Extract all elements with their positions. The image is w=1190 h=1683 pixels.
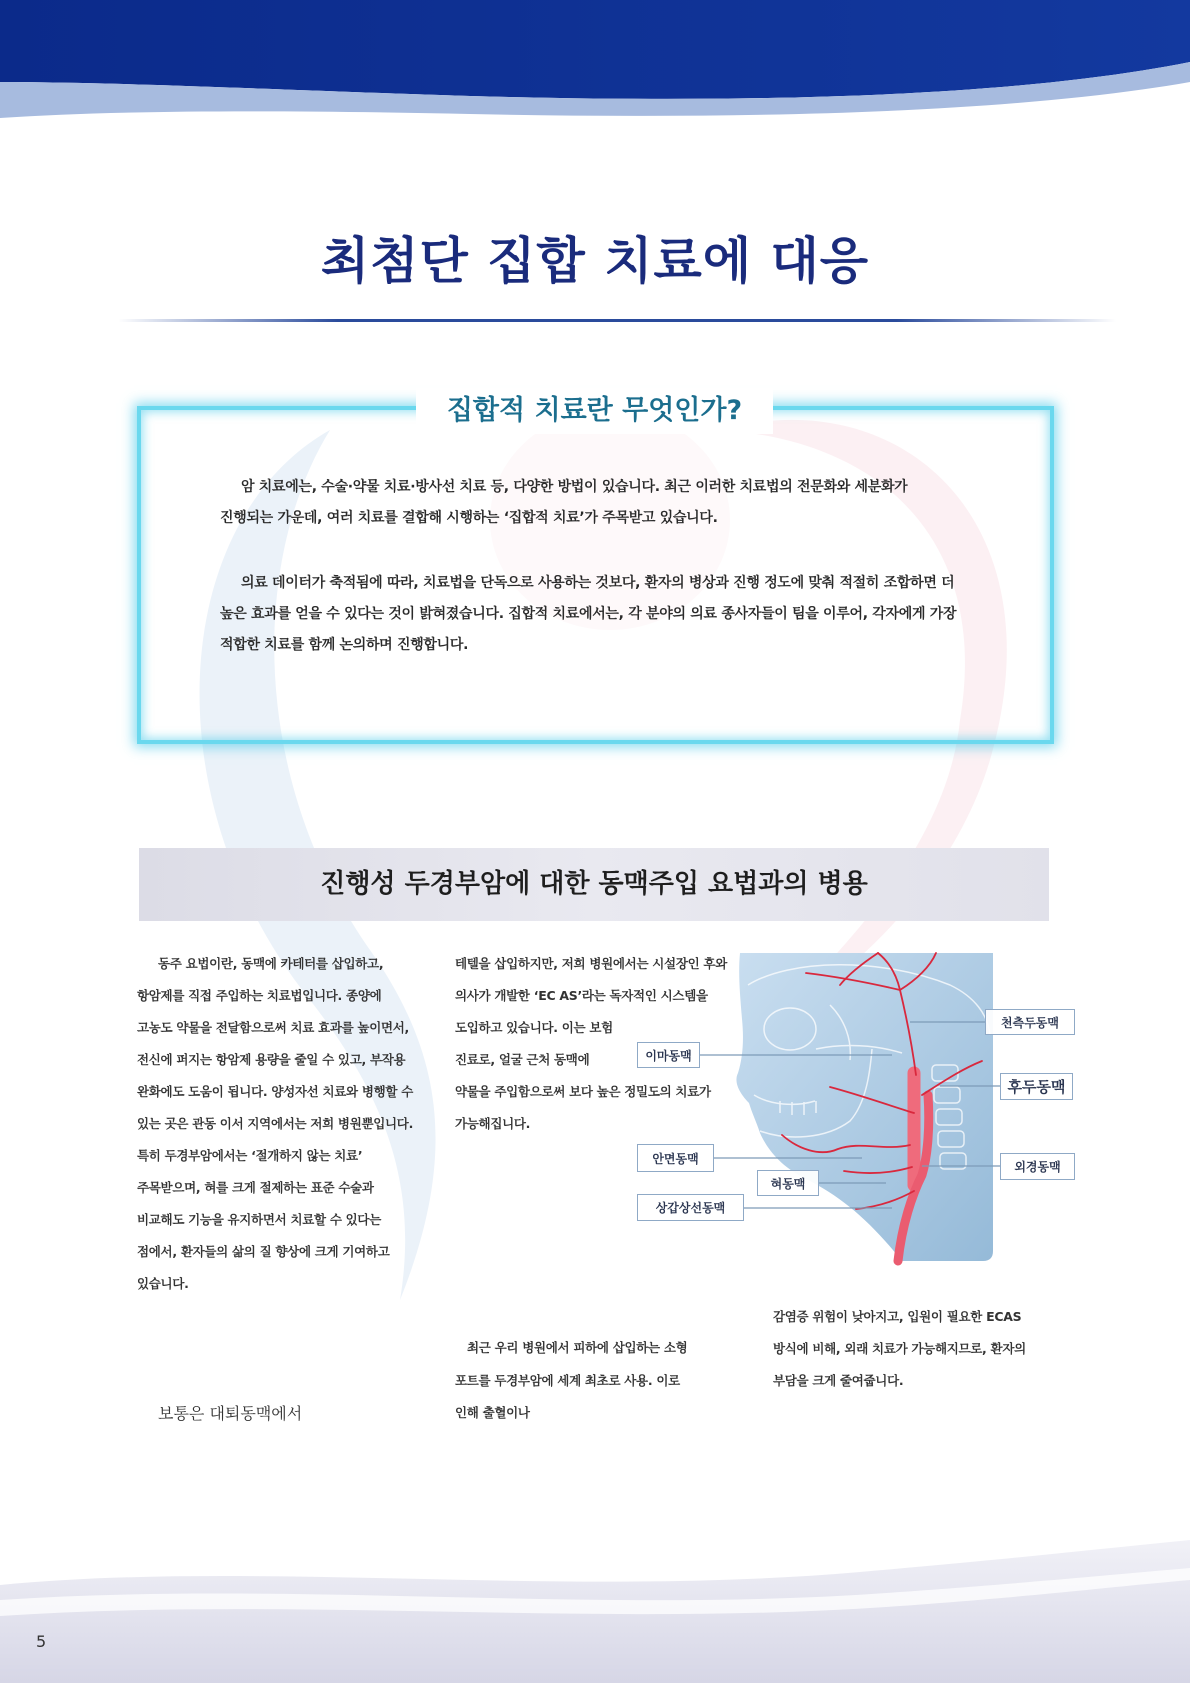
text-line: 전신에 퍼지는 항암제 용량을 줄일 수 있고, 부작용: [137, 1052, 406, 1067]
text-line: 동주 요법이란, 동맥에 카테터를 삽입하고,: [158, 956, 384, 971]
text-line: 약물을 주입함으로써 보다 높은 정밀도의 치료가: [455, 1084, 711, 1099]
text-line: 부담을 크게 줄여줍니다.: [773, 1373, 904, 1388]
label-superficial-temporal-artery: 천측두동맥: [985, 1009, 1075, 1035]
head-neck-artery-diagram: [630, 945, 1090, 1275]
section-column-1: [137, 948, 437, 1300]
text-line: 최근 우리 병원에서 피하에 삽입하는 소형: [467, 1340, 688, 1355]
column-1-tail-text: 보통은 대퇴동맥에서: [158, 1404, 303, 1423]
page-title: 최첨단 집합 치료에 대응: [320, 232, 870, 290]
label-external-carotid-artery: 외경동맥: [1000, 1153, 1075, 1180]
text-line: 항암제를 직접 주입하는 치료법입니다. 종양에: [137, 988, 382, 1003]
text-line: 의사가 개발한 ‘EC AS’라는 독자적인 시스템을: [455, 988, 708, 1003]
text-line: 주목받으며, 혀를 크게 절제하는 표준 수술과: [137, 1180, 374, 1195]
intro-paragraph-2: [220, 568, 1050, 661]
footer-wave: [0, 1540, 1190, 1683]
text-line: 테텔을 삽입하지만, 저희 병원에서는 시설장인 후와: [455, 956, 727, 971]
text-line: 포트를 두경부암에 세계 최초로 사용. 이로: [455, 1372, 680, 1388]
text-line: 특히 두경부암에서는 ‘절개하지 않는 치료’: [137, 1148, 363, 1163]
header-wave: [0, 0, 1190, 118]
text-line: 도입하고 있습니다. 이는 보험: [455, 1020, 613, 1035]
text-line: 있습니다.: [137, 1276, 189, 1291]
label-facial-artery: 안면동맥: [637, 1144, 714, 1172]
text-line: 완화에도 도움이 됩니다. 양성자선 치료와 병행할 수: [137, 1084, 414, 1099]
label-lingual-artery: 혀동맥: [757, 1170, 819, 1196]
label-frontal-artery: 이마동맥: [637, 1042, 700, 1068]
text-line: 의료 데이터가 축적됨에 따라, 치료법을 단독으로 사용하는 것보다, 환자의 병상과 진행 정도에 맞춰 적절히 조합하면 더: [241, 575, 955, 591]
text-line: 비교해도 기능을 유지하면서 치료할 수 있다는: [137, 1212, 381, 1227]
text-line: 적합한 치료를 함께 논의하며 진행합니다.: [220, 637, 469, 653]
text-line: 높은 효과를 얻을 수 있다는 것이 밝혀졌습니다. 집합적 치료에서는, 각 분야의 의료 종사자들이 팀을 이루어, 각자에게 가장: [220, 606, 957, 622]
text-line: 진행되는 가운데, 여러 치료를 결합해 시행하는 ‘집합적 치료’가 주목받고 있습니다.: [220, 510, 718, 526]
intro-box-heading: 집합적 치료란 무엇인가?: [416, 388, 773, 434]
label-occipital-artery: 후두동맥: [1000, 1073, 1073, 1100]
text-line: 있는 곳은 관동 이서 지역에서는 저희 병원뿐입니다.: [137, 1116, 414, 1131]
section-column-3: [773, 1301, 1063, 1397]
label-superior-thyroid-artery: 상갑상선동맥: [637, 1194, 744, 1221]
page-number: 5: [36, 1632, 47, 1651]
text-line: 감염증 위험이 낮아지고, 입원이 필요한 ECAS: [773, 1309, 1022, 1324]
title-underline: [118, 319, 1116, 322]
text-line: 진료로, 얼굴 근처 동맥에: [455, 1052, 590, 1067]
section-column-2-lower: [455, 1332, 745, 1430]
text-line: 인해 출혈이나: [455, 1405, 530, 1420]
intro-box-text: [220, 472, 1050, 661]
text-line: 방식에 비해, 외래 치료가 가능해지므로, 환자의: [773, 1341, 1026, 1356]
text-line: 가능해집니다.: [455, 1116, 531, 1131]
text-line: 고농도 약물을 전달함으로써 치료 효과를 높이면서,: [137, 1020, 409, 1035]
text-line: 점에서, 환자들의 삶의 질 향상에 크게 기여하고: [137, 1244, 390, 1259]
intro-paragraph-1: [220, 472, 1050, 534]
text-line: 암 치료에는, 수술·약물 치료·방사선 치료 등, 다양한 방법이 있습니다. 최근 이러한 치료법의 전문화와 세분화가: [241, 479, 908, 495]
section-heading-banner: 진행성 두경부암에 대한 동맥주입 요법과의 병용: [139, 848, 1049, 921]
head-silhouette: [736, 953, 993, 1261]
